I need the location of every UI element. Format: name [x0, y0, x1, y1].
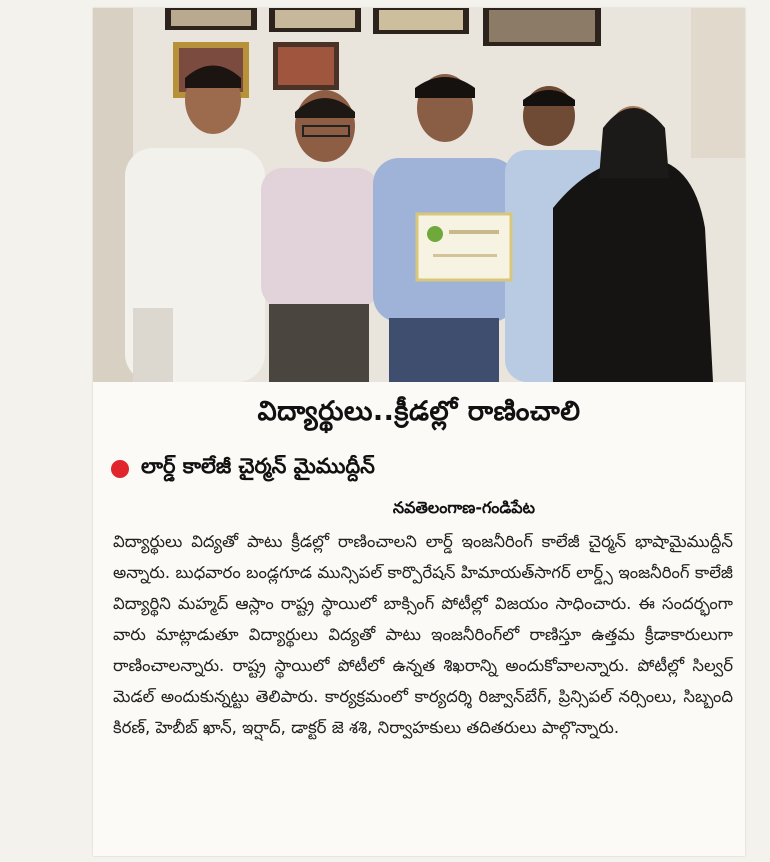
red-bullet-icon [111, 460, 129, 478]
article-headline: విద్యార్థులు..క్రీడల్లో రాణించాలి [257, 396, 581, 427]
news-photo [93, 8, 745, 382]
article-subheadline: లార్డ్ కాలేజీ చైర్మన్ మైముద్దీన్ [141, 454, 375, 478]
article-subheadline-row [111, 454, 375, 484]
article-dateline: నవతెలంగాణ-గండిపేట [392, 498, 535, 517]
photo-illustration [93, 8, 745, 382]
article-body: విద్యార్థులు విద్యతో పాటు క్రీడల్లో రాణించాలని లార్డ్ ఇంజనీరింగ్ కాలేజీ చైర్మన్ భాషామైముద్దీన్ అన్నారు. బుధవారం బండ్లగూడ మున్సిపల్ కార్పొరేషన్ హిమాయత్‌సాగర్ లార్డ్స్ ఇంజనీరింగ్ కాలేజీ విద్యార్థిని మహ్మద్ ఆస్లాం రాష్ట్ర స్థాయిలో బాక్సింగ్ పోటీల్లో విజయం సాధించారు. ఈ సందర్భంగా వారు మాట్లాడుతూ విద్యార్థులు విద్యతో పాటు ఇంజనీరింగ్‌లో రాణిస్తూ ఉత్తమ క్రీడాకారులుగా రాణించాలన్నారు. రాష్ట్ర స్థాయిలో పోటీలో ఉన్నత శిఖరాన్ని అందుకోవాలన్నారు. పోటీల్లో సిల్వర్ మెడల్ అందుకున్నట్టు తెలిపారు. కార్యక్రమంలో కార్యదర్శి రిజ్వాన్‌బేగ్, ప్రిన్సిపల్ నర్సింలు, సిబ్బంది కిరణ్, హెబీబ్ ఖాన్, ఇర్షాద్, డాక్టర్ జె శశి, నిర్వాహకులు తదితరులు పాల్గొన్నారు. [113, 532, 733, 737]
certificate [417, 214, 511, 280]
newspaper-clipping [93, 8, 745, 856]
